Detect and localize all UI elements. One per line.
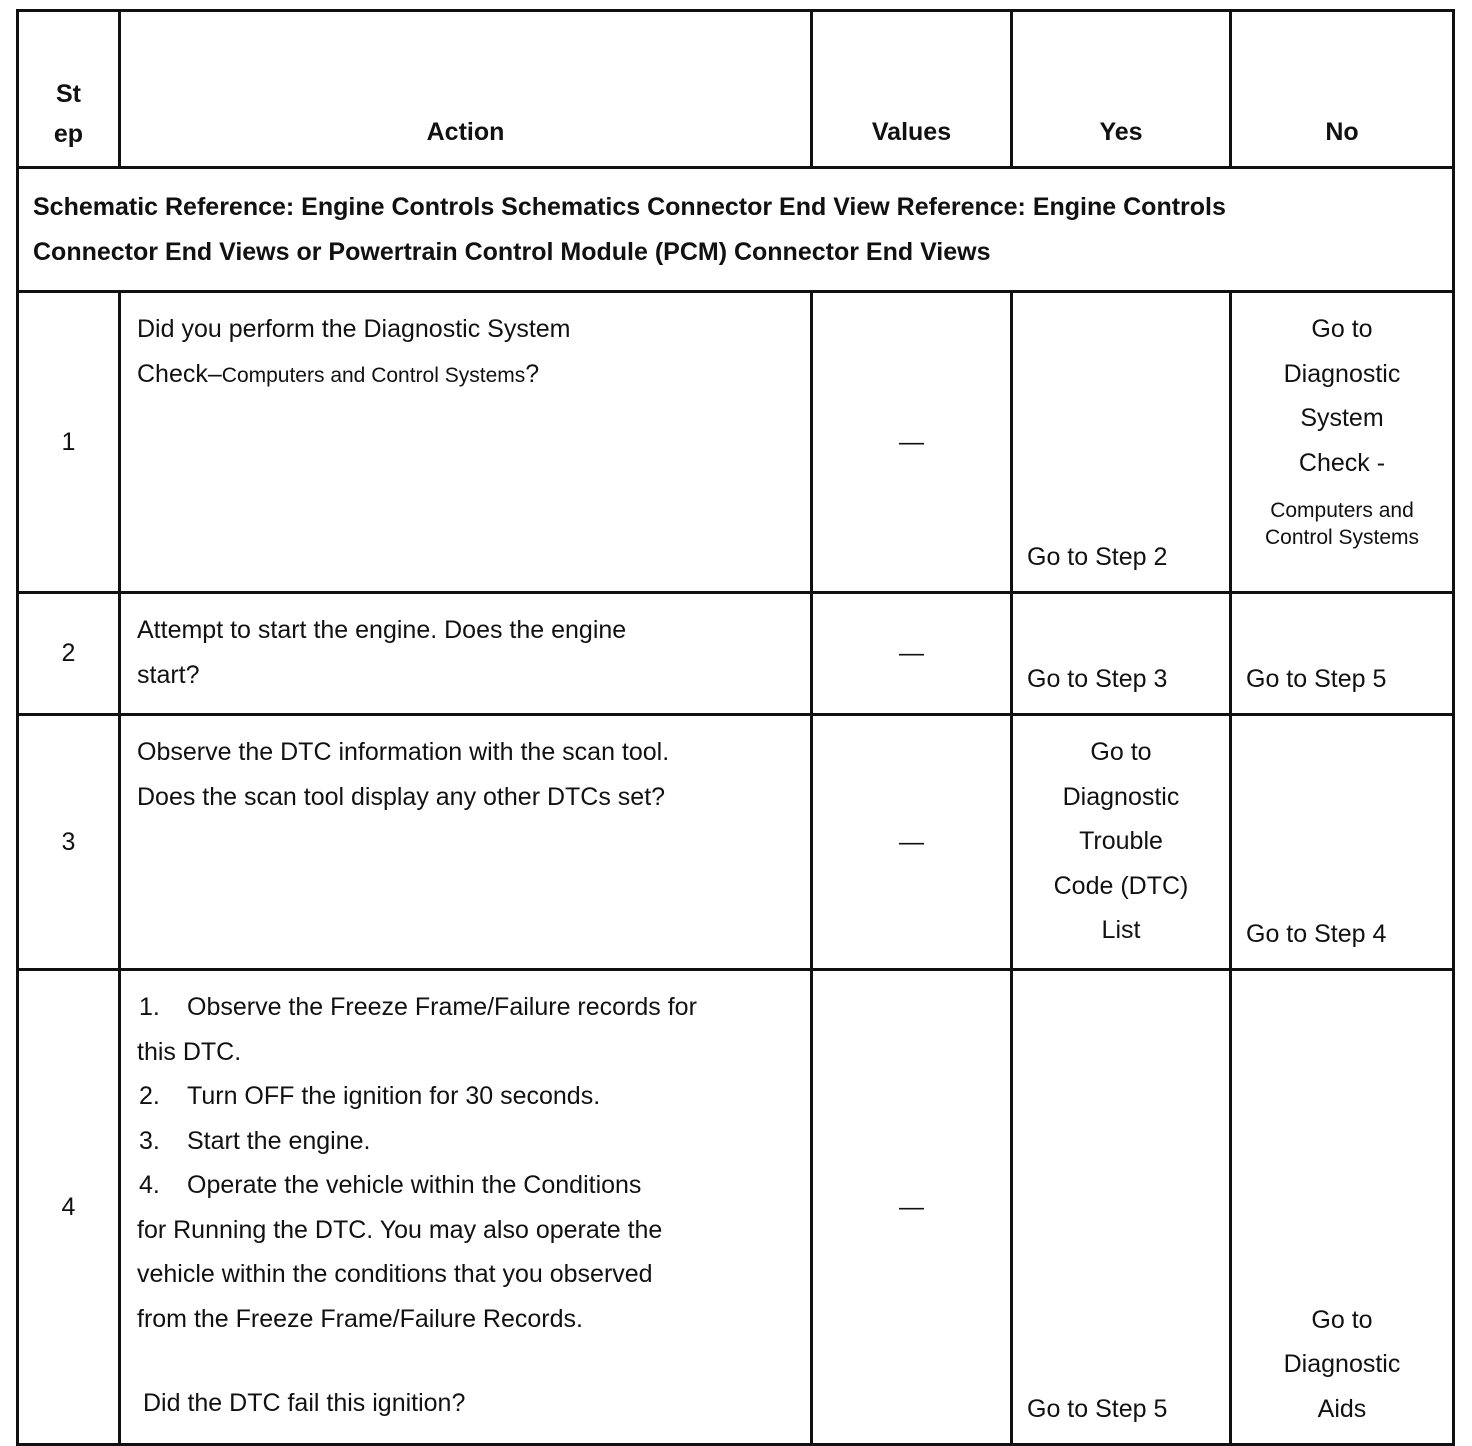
list-item: 3. Start the engine. xyxy=(139,1126,371,1155)
header-action: Action xyxy=(120,11,812,168)
header-yes: Yes xyxy=(1012,11,1231,168)
question-text: Did the DTC fail this ignition? xyxy=(143,1389,466,1417)
table-row xyxy=(18,292,1454,593)
value-cell: — xyxy=(812,292,1012,593)
header-step: St ep xyxy=(18,11,120,168)
table-row xyxy=(18,593,1454,715)
step-number: 4 xyxy=(18,970,120,1445)
reference-row xyxy=(18,168,1454,292)
list-item: 4. Operate the vehicle within the Conditions xyxy=(139,1171,642,1199)
value-cell: — xyxy=(812,593,1012,715)
diagnostic-table xyxy=(16,9,1455,1446)
yes-cell: Go to Step 3 xyxy=(1012,593,1231,715)
step-number: 3 xyxy=(18,715,120,970)
action-cell: Did you perform the Diagnostic System Check–Computers and Control Systems? xyxy=(120,292,812,593)
yes-cell: Go to Step 5 xyxy=(1012,970,1231,1445)
value-cell: — xyxy=(812,715,1012,970)
value-cell: — xyxy=(812,970,1012,1445)
schematic-reference: Schematic Reference: Engine Controls Schematics Connector End View Reference: Engine Controls Connector End Views or Powertrain Control Module (PCM) Connector End Views xyxy=(18,168,1454,292)
header-values: Values xyxy=(812,11,1012,168)
action-cell: 1. Observe the Freeze Frame/Failure records for this DTC. 2. Turn OFF the ignition for 30 seconds. 3. Start the engine. 4. Operate the vehicle within the Conditions for Running the DTC. You may also operate the vehicle within the conditions that you observed from the Freeze Frame/Failure Records. Did the DTC fail this ignition? xyxy=(120,970,812,1445)
action-cell: Observe the DTC information with the scan tool. Does the scan tool display any other DTCs set? xyxy=(120,715,812,970)
header-row xyxy=(18,11,1454,168)
no-cell: Go to Step 5 xyxy=(1231,593,1454,715)
yes-cell: Go to Diagnostic Trouble Code (DTC) List xyxy=(1012,715,1231,970)
no-cell: Go to Step 4 xyxy=(1231,715,1454,970)
list-item: 1. Observe the Freeze Frame/Failure records for xyxy=(139,993,697,1021)
header-no: No xyxy=(1231,11,1454,168)
step-number: 2 xyxy=(18,593,120,715)
yes-cell: Go to Step 2 xyxy=(1012,292,1231,593)
list-item: 2. Turn OFF the ignition for 30 seconds. xyxy=(139,1082,601,1110)
action-cell: Attempt to start the engine. Does the engine start? xyxy=(120,593,812,715)
no-cell: Go to Diagnostic Aids xyxy=(1231,970,1454,1445)
table-row xyxy=(18,715,1454,970)
no-cell: Go to Diagnostic System Check - Computers and Control Systems xyxy=(1231,292,1454,593)
diagnostic-table-container xyxy=(16,9,1455,1446)
step-number: 1 xyxy=(18,292,120,593)
table-row xyxy=(18,970,1454,1445)
